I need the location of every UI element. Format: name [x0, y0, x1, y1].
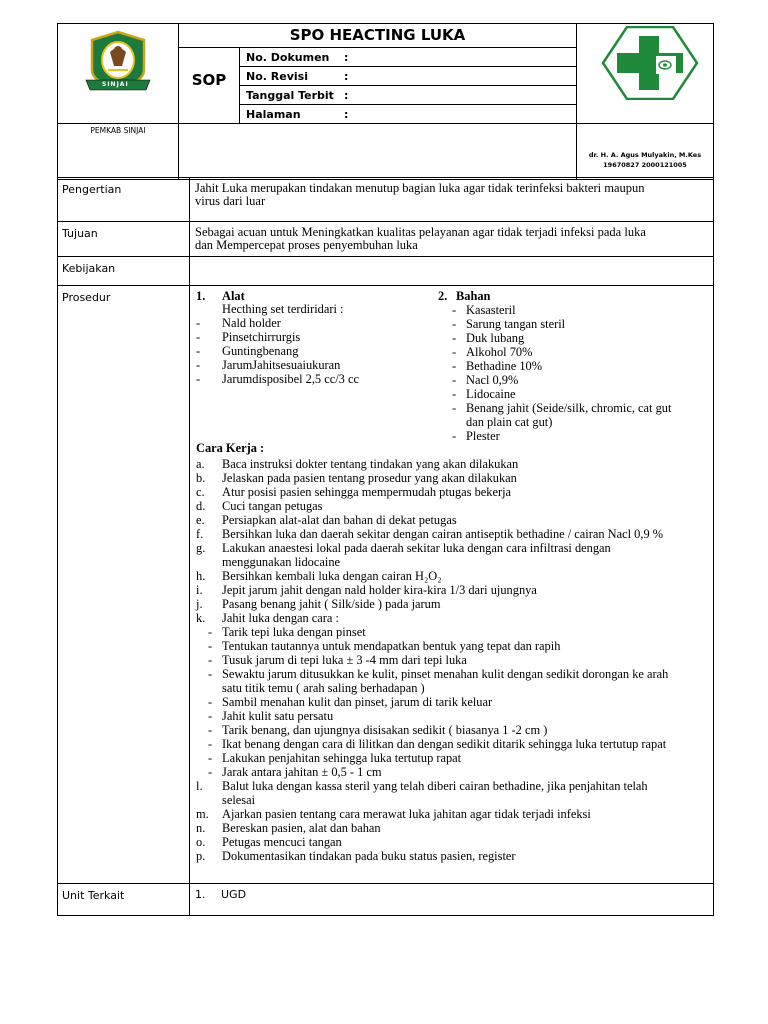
pemkab-caption: PEMKAB SINJAI [90, 126, 146, 135]
bahan-item: - Alkohol 70% [452, 345, 533, 359]
bahan-item: - Bethadine 10% [452, 359, 543, 373]
sop-body-table [57, 177, 714, 916]
step-item: menggunakan lidocaine [222, 555, 341, 569]
sub-step-item: satu titik temu ( arah saling berhadapan ) [222, 681, 425, 695]
blank-cell [179, 124, 577, 180]
signatory-name: dr. H. A. Agus Mulyakin, M.Kes [588, 151, 702, 159]
step-item: d. Cuci tangan petugas [196, 499, 323, 513]
header-table [57, 23, 714, 180]
sub-step-item: - Tusuk jarum di tepi luka ± 3 -4 mm dari tepi luka [208, 653, 467, 667]
bahan-item: - Lidocaine [452, 387, 516, 401]
step-item: i. Jepit jarum jahit dengan nald holder kira-kira 1/3 dari ujungnya [196, 583, 537, 597]
step-item: j. Pasang benang jahit ( Silk/side ) pada jarum [196, 597, 441, 611]
sub-step-item: - Ikat benang dengan cara di lilitkan dan dengan sedikit ditarik sehingga luka tertutup rapat [208, 737, 667, 751]
sub-step-item: - Tentukan tautannya untuk mendapatkan bentuk yang tepat dan rapih [208, 639, 561, 653]
sop-label: SOP [191, 71, 227, 89]
signatory-cell [577, 124, 714, 180]
revision-row: No. Revisi : [240, 67, 576, 86]
title-cell [179, 24, 577, 48]
issue-date-row: Tanggal Terbit : [240, 86, 576, 105]
step-item: f. Bersihkan luka dan daerah sekitar dengan cairan antiseptik bethadine / cairan Nacl 0,9 % [196, 527, 664, 541]
unit-terkait-label: Unit Terkait [58, 884, 190, 916]
step-item: e. Persiapkan alat-alat dan bahan di dekat petugas [196, 513, 457, 527]
cara-kerja-heading: Cara Kerja : [196, 441, 265, 455]
step-item: c. Atur posisi pasien sehingga mempermudah ptugas bekerja [196, 485, 512, 499]
sub-step-item: - Sewaktu jarum ditusukkan ke kulit, pinset menahan kulit dengan sedikit dorongan ke arah [208, 667, 669, 681]
left-logo-cell [58, 24, 179, 124]
alat-heading: 1. Alat [196, 289, 245, 303]
kebijakan-text [190, 257, 714, 286]
sub-step-item: - Tarik tepi luka dengan pinset [208, 625, 366, 639]
tujuan-text: Sebagai acuan untuk Meningkatkan kualitas pelayanan agar tidak terjadi infeksi pada luka dan Mempercepat proses penyembuhan luka [190, 222, 714, 257]
alat-item: - JarumJahitsesuaiukuran [196, 358, 341, 372]
sop-cell [179, 48, 240, 124]
sub-step-item: - Sambil menahan kulit dan pinset, jarum di tarik keluar [208, 695, 493, 709]
right-logo-cell [577, 24, 714, 124]
bahan-item: - Duk lubang [452, 331, 525, 345]
signatory-nip: 19670827 2000121005 [603, 161, 687, 169]
pengertian-text: Jahit Luka merupakan tindakan menutup bagian luka agar tidak terinfeksi bakteri maupun virus dari luar [190, 178, 714, 222]
step-item: p. Dokumentasikan tindakan pada buku status pasien, register [196, 849, 516, 863]
page-row: Halaman : [246, 107, 349, 121]
bahan-item: - Nacl 0,9% [452, 373, 519, 387]
bahan-item: - Plester [452, 429, 500, 443]
logo-text: SINJAI [102, 81, 129, 88]
sub-step-item: - Jarak antara jahitan ± 0,5 - 1 cm [208, 765, 382, 779]
step-item: selesai [222, 793, 256, 807]
alat-item: - Nald holder [196, 316, 281, 330]
alat-item: - Pinsetchirrurgis [196, 330, 301, 344]
step-item: g. Lakukan anaestesi lokal pada daerah sekitar luka dengan cara infiltrasi dengan [196, 541, 611, 555]
step-item: a. Baca instruksi dokter tentang tindakan yang akan dilakukan [196, 457, 519, 471]
caption-cell [58, 124, 179, 180]
step-item: n. Bereskan pasien, alat dan bahan [196, 821, 381, 835]
step-item: m. Ajarkan pasien tentang cara merawat luka jahitan agar tidak terjadi infeksi [196, 807, 591, 821]
page-title: SPO HEACTING LUKA [289, 26, 466, 44]
tujuan-label: Tujuan [58, 222, 190, 257]
health-cross-icon [601, 26, 699, 100]
sub-step-item: - Lakukan penjahitan sehingga luka tertutup rapat [208, 751, 462, 765]
unit-terkait-value: 1. UGD [190, 884, 714, 916]
step-item: o. Petugas mencuci tangan [196, 835, 342, 849]
bahan-item: - Sarung tangan steril [452, 317, 566, 331]
pengertian-label: Pengertian [58, 178, 190, 222]
prosedur-content [190, 286, 714, 884]
sub-step-item: - Jahit kulit satu persatu [208, 709, 334, 723]
kebijakan-label: Kebijakan [58, 257, 190, 286]
alat-intro: Hecthing set terdiridari : [222, 302, 344, 316]
step-item: l. Balut luka dengan kassa steril yang telah diberi cairan bethadine, jika penjahitan telah [196, 779, 648, 793]
document-info-cell [240, 48, 577, 124]
bahan-heading: 2. Bahan [438, 289, 491, 303]
alat-item: - Guntingbenang [196, 344, 299, 358]
step-item: b. Jelaskan pada pasien tentang prosedur yang akan dilakukan [196, 471, 517, 485]
bahan-item: - Benang jahit (Seide/silk, chromic, cat gut [452, 401, 672, 415]
doc-number-row: No. Dokumen : [240, 48, 576, 67]
step-item: h. Bersihkan kembali luka dengan cairan H₂O₂ [196, 569, 442, 583]
prosedur-label: Prosedur [58, 286, 190, 884]
bahan-item: dan plain cat gut) [466, 415, 553, 429]
bahan-item: - Kasasteril [452, 303, 516, 317]
alat-item: - Jarumdisposibel 2,5 cc/3 cc [196, 372, 359, 386]
sub-step-item: - Tarik benang, dan ujungnya disisakan sedikit ( biasanya 1 -2 cm ) [208, 723, 548, 737]
step-item: k. Jahit luka dengan cara : [196, 611, 339, 625]
